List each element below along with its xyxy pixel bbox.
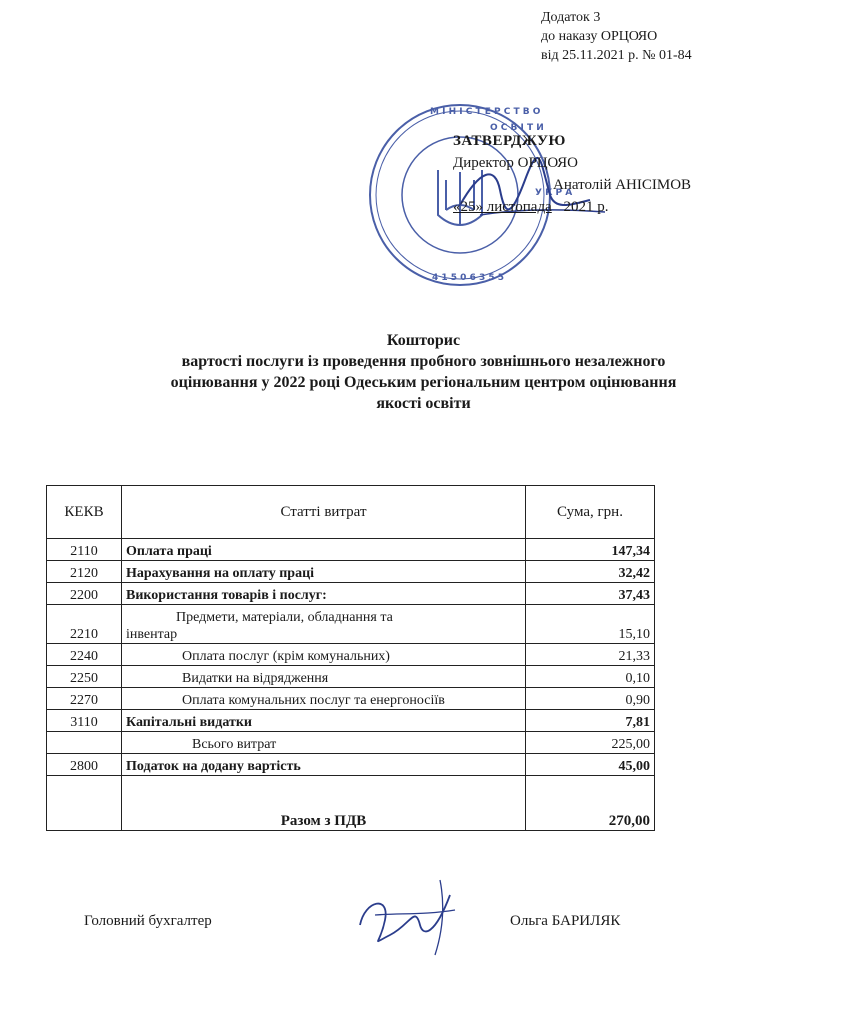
table-total-row [47,776,655,831]
total-code [47,776,122,831]
row-amount: 45,00 [526,754,655,776]
row-item: Оплата комунальних послуг та енергоносіїв [122,688,526,710]
table-row [47,539,655,561]
table-row [47,583,655,605]
appendix-reference [541,8,692,65]
document-title [0,330,847,414]
approval-date-prefix: «25» листопада [453,199,552,215]
row-amount: 37,43 [526,583,655,605]
table-row [47,688,655,710]
row-item: Податок на додану вартість [122,754,526,776]
row-code: 2250 [47,666,122,688]
title-line-1: Кошторис [386,332,461,349]
row-amount: 0,10 [526,666,655,688]
row-code [47,732,122,754]
row-code: 2210 [47,605,122,644]
svg-text:М І Н І С Т Е Р С Т В О: М І Н І С Т Е Р С Т В О [430,107,541,117]
table-row [47,644,655,666]
approval-title: ЗАТВЕРДЖУЮ [453,133,566,149]
row-code: 2110 [47,539,122,561]
approval-block [453,130,691,218]
table-row [47,710,655,732]
table-row [47,605,655,644]
table-row [47,732,655,754]
title-line-2: вартості послуги із проведення пробного зовнішнього незалежного [181,353,666,370]
header-item: Статті витрат [122,486,526,539]
row-amount: 147,34 [526,539,655,561]
title-line-4: якості освіти [376,395,471,412]
row-amount: 225,00 [526,732,655,754]
svg-text:4 1 5 0 6 3 5 5: 4 1 5 0 6 3 5 5 [432,273,505,283]
accountant-position: Головний бухгалтер [84,913,212,929]
table-row [47,561,655,583]
approval-name: Анатолій АНІСІМОВ [553,177,692,193]
approval-date-suffix: 2021 р. [563,199,609,215]
header-amount: Сума, грн. [526,486,655,539]
table-row [47,666,655,688]
approval-position: Директор ОРЦОЯО [453,155,579,171]
svg-text:О С В І Т И: О С В І Т И [490,123,544,133]
svg-text:У К Р А: У К Р А [535,188,573,198]
appendix-line: Додаток 3 [541,10,601,25]
budget-table [46,485,655,831]
title-line-3: оцінювання у 2022 році Одеським регіональним центром оцінювання [170,374,677,391]
table-row [47,754,655,776]
row-code: 2240 [47,644,122,666]
table-header-row [47,486,655,539]
row-amount: 0,90 [526,688,655,710]
appendix-date-line: від 25.11.2021 р. № 01-84 [541,48,692,63]
row-item-subtotal: Всього витрат [122,732,526,754]
row-amount: 21,33 [526,644,655,666]
row-code: 2200 [47,583,122,605]
total-amount: 270,00 [526,776,655,831]
row-code: 2270 [47,688,122,710]
row-code: 2800 [47,754,122,776]
row-item: Оплата послуг (крім комунальних) [122,644,526,666]
total-label: Разом з ПДВ [122,776,526,831]
row-item: Оплата праці [122,539,526,561]
row-amount: 32,42 [526,561,655,583]
row-item: Нарахування на оплату праці [122,561,526,583]
row-code: 2120 [47,561,122,583]
appendix-order-line: до наказу ОРЦОЯО [541,29,658,44]
header-code: КЕКВ [47,486,122,539]
row-item: Використання товарів і послуг: [122,583,526,605]
row-amount: 15,10 [526,605,655,644]
row-item: Капітальні видатки [122,710,526,732]
row-item: Видатки на відрядження [122,666,526,688]
row-code: 3110 [47,710,122,732]
accountant-name: Ольга БАРИЛЯК [510,913,621,929]
accountant-signature [345,875,465,960]
approval-date [453,196,691,218]
row-item-line-2: інвентар [126,627,178,642]
row-item-line-1: Предмети, матеріали, обладнання та [176,610,393,625]
row-item [122,605,526,644]
row-amount: 7,81 [526,710,655,732]
